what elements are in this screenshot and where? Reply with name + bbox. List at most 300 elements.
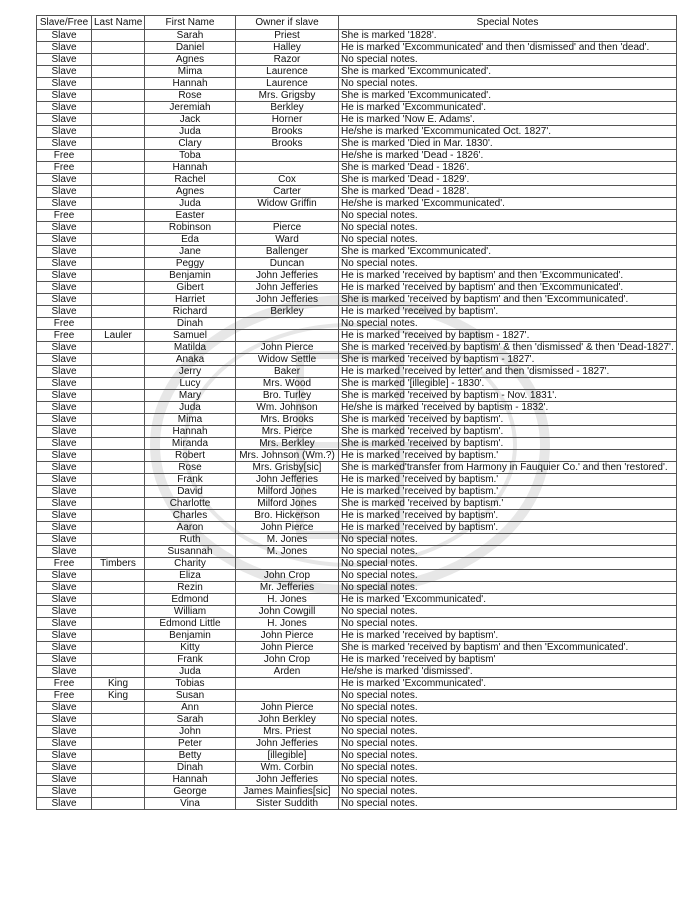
cell-status: Slave	[37, 594, 92, 606]
cell-special-notes: He is marked 'Excommunicated'.	[339, 102, 677, 114]
cell-owner: [illegible]	[236, 750, 339, 762]
cell-owner: John Jefferies	[236, 738, 339, 750]
cell-status: Slave	[37, 522, 92, 534]
cell-status: Slave	[37, 282, 92, 294]
table-row	[37, 246, 677, 258]
cell-last-name	[92, 258, 145, 270]
cell-owner: Wm. Johnson	[236, 402, 339, 414]
cell-status: Slave	[37, 666, 92, 678]
table-row	[37, 90, 677, 102]
cell-special-notes: He is marked 'received by letter' and then 'dismissed - 1827'.	[339, 366, 677, 378]
cell-owner: Halley	[236, 42, 339, 54]
header-last-name: Last Name	[92, 16, 145, 30]
cell-status: Slave	[37, 654, 92, 666]
cell-special-notes: No special notes.	[339, 318, 677, 330]
cell-last-name	[92, 198, 145, 210]
cell-first-name: Charity	[145, 558, 236, 570]
cell-last-name	[92, 186, 145, 198]
cell-last-name	[92, 666, 145, 678]
table-row	[37, 678, 677, 690]
table-row	[37, 138, 677, 150]
cell-status: Free	[37, 162, 92, 174]
cell-owner: Brooks	[236, 126, 339, 138]
cell-special-notes: She is marked 'Dead - 1828'.	[339, 186, 677, 198]
cell-special-notes: She is marked 'Excommunicated'.	[339, 246, 677, 258]
table-row	[37, 450, 677, 462]
cell-owner: John Pierce	[236, 702, 339, 714]
cell-status: Slave	[37, 378, 92, 390]
cell-status: Slave	[37, 366, 92, 378]
table-row	[37, 558, 677, 570]
cell-owner: John Pierce	[236, 342, 339, 354]
cell-first-name: Jerry	[145, 366, 236, 378]
cell-special-notes: He/she is marked 'Dead - 1826'.	[339, 150, 677, 162]
cell-last-name	[92, 174, 145, 186]
cell-status: Slave	[37, 114, 92, 126]
cell-owner: Wm. Corbin	[236, 762, 339, 774]
cell-first-name: Rezin	[145, 582, 236, 594]
cell-first-name: Vina	[145, 798, 236, 810]
cell-owner: Mrs. Pierce	[236, 426, 339, 438]
cell-owner: Arden	[236, 666, 339, 678]
cell-status: Free	[37, 330, 92, 342]
cell-special-notes: He is marked 'received by baptism' and then 'Excommunicated'.	[339, 282, 677, 294]
table-row	[37, 726, 677, 738]
cell-first-name: Sarah	[145, 30, 236, 42]
cell-last-name	[92, 150, 145, 162]
cell-status: Free	[37, 558, 92, 570]
cell-last-name	[92, 606, 145, 618]
cell-status: Slave	[37, 510, 92, 522]
cell-first-name: Rose	[145, 462, 236, 474]
table-row	[37, 774, 677, 786]
table-row	[37, 510, 677, 522]
cell-owner: Mrs. Grigsby	[236, 90, 339, 102]
cell-first-name: Hannah	[145, 78, 236, 90]
cell-status: Slave	[37, 246, 92, 258]
cell-owner: John Cowgill	[236, 606, 339, 618]
cell-owner: Mrs. Brooks	[236, 414, 339, 426]
cell-status: Slave	[37, 78, 92, 90]
cell-status: Slave	[37, 534, 92, 546]
table-row	[37, 582, 677, 594]
cell-first-name: Jane	[145, 246, 236, 258]
cell-special-notes: She is marked 'received by baptism'.	[339, 426, 677, 438]
cell-owner: James Mainfies[sic]	[236, 786, 339, 798]
cell-status: Slave	[37, 138, 92, 150]
cell-last-name	[92, 474, 145, 486]
cell-status: Slave	[37, 726, 92, 738]
cell-special-notes: He is marked 'received by baptism - 1827'.	[339, 330, 677, 342]
cell-owner: Mrs. Berkley	[236, 438, 339, 450]
cell-first-name: Kitty	[145, 642, 236, 654]
cell-owner	[236, 678, 339, 690]
cell-special-notes: He is marked 'Excommunicated' and then 'dismissed' and then 'dead'.	[339, 42, 677, 54]
cell-status: Slave	[37, 42, 92, 54]
cell-first-name: Robinson	[145, 222, 236, 234]
cell-first-name: Dinah	[145, 318, 236, 330]
cell-first-name: Benjamin	[145, 270, 236, 282]
cell-owner: Bro. Turley	[236, 390, 339, 402]
cell-status: Slave	[37, 426, 92, 438]
cell-status: Slave	[37, 450, 92, 462]
cell-last-name	[92, 546, 145, 558]
cell-special-notes: He is marked 'received by baptism'.	[339, 306, 677, 318]
table-row	[37, 474, 677, 486]
cell-status: Slave	[37, 474, 92, 486]
cell-special-notes: He/she is marked 'dismissed'.	[339, 666, 677, 678]
cell-special-notes: She is marked 'received by baptism'.	[339, 414, 677, 426]
cell-owner: M. Jones	[236, 534, 339, 546]
table-row	[37, 654, 677, 666]
cell-first-name: Mima	[145, 414, 236, 426]
table-row	[37, 282, 677, 294]
cell-special-notes: She is marked 'received by baptism - 1827'.	[339, 354, 677, 366]
cell-owner: Ward	[236, 234, 339, 246]
table-row	[37, 222, 677, 234]
cell-first-name: Frank	[145, 654, 236, 666]
header-row	[37, 16, 677, 30]
cell-owner: Mrs. Johnson (Wm.?)	[236, 450, 339, 462]
cell-status: Slave	[37, 642, 92, 654]
cell-special-notes: She is marked 'Dead - 1826'.	[339, 162, 677, 174]
table-row	[37, 330, 677, 342]
cell-owner: John Jefferies	[236, 474, 339, 486]
cell-special-notes: She is marked '1828'.	[339, 30, 677, 42]
cell-last-name	[92, 618, 145, 630]
cell-last-name	[92, 798, 145, 810]
cell-special-notes: No special notes.	[339, 210, 677, 222]
cell-last-name	[92, 426, 145, 438]
cell-last-name	[92, 66, 145, 78]
cell-last-name	[92, 450, 145, 462]
table-row	[37, 498, 677, 510]
table-row	[37, 798, 677, 810]
cell-special-notes: She is marked 'received by baptism - Nov. 1831'.	[339, 390, 677, 402]
cell-last-name	[92, 162, 145, 174]
cell-first-name: Charles	[145, 510, 236, 522]
cell-owner: Mr. Jefferies	[236, 582, 339, 594]
cell-last-name	[92, 534, 145, 546]
cell-status: Slave	[37, 786, 92, 798]
cell-status: Slave	[37, 354, 92, 366]
cell-first-name: Anaka	[145, 354, 236, 366]
cell-first-name: David	[145, 486, 236, 498]
table-row	[37, 462, 677, 474]
cell-first-name: Juda	[145, 126, 236, 138]
cell-status: Slave	[37, 606, 92, 618]
cell-owner	[236, 318, 339, 330]
cell-owner: Horner	[236, 114, 339, 126]
cell-first-name: Clary	[145, 138, 236, 150]
table-row	[37, 114, 677, 126]
table-row	[37, 618, 677, 630]
cell-last-name	[92, 78, 145, 90]
cell-special-notes: He is marked 'received by baptism.'	[339, 486, 677, 498]
cell-status: Free	[37, 150, 92, 162]
cell-status: Slave	[37, 54, 92, 66]
cell-special-notes: She is marked 'received by baptism.'	[339, 498, 677, 510]
table-row	[37, 690, 677, 702]
cell-first-name: Hannah	[145, 774, 236, 786]
table-row	[37, 30, 677, 42]
table-row	[37, 606, 677, 618]
cell-status: Slave	[37, 462, 92, 474]
table-row	[37, 522, 677, 534]
cell-status: Slave	[37, 390, 92, 402]
cell-special-notes: No special notes.	[339, 702, 677, 714]
cell-status: Slave	[37, 774, 92, 786]
cell-status: Slave	[37, 498, 92, 510]
table-row	[37, 126, 677, 138]
cell-special-notes: He is marked 'received by baptism'.	[339, 522, 677, 534]
cell-owner: Carter	[236, 186, 339, 198]
cell-special-notes: No special notes.	[339, 738, 677, 750]
cell-first-name: Harriet	[145, 294, 236, 306]
cell-last-name	[92, 738, 145, 750]
cell-special-notes: No special notes.	[339, 54, 677, 66]
cell-special-notes: She is marked '[illegible] - 1830'.	[339, 378, 677, 390]
cell-status: Slave	[37, 126, 92, 138]
cell-last-name	[92, 726, 145, 738]
cell-first-name: Agnes	[145, 54, 236, 66]
cell-owner	[236, 558, 339, 570]
cell-last-name	[92, 54, 145, 66]
cell-last-name: King	[92, 690, 145, 702]
cell-status: Slave	[37, 258, 92, 270]
table-row	[37, 294, 677, 306]
table-row	[37, 174, 677, 186]
cell-special-notes: No special notes.	[339, 534, 677, 546]
cell-last-name	[92, 90, 145, 102]
cell-status: Slave	[37, 738, 92, 750]
cell-status: Free	[37, 210, 92, 222]
cell-status: Free	[37, 318, 92, 330]
cell-first-name: Daniel	[145, 42, 236, 54]
cell-status: Slave	[37, 294, 92, 306]
cell-last-name	[92, 114, 145, 126]
table-row	[37, 546, 677, 558]
cell-last-name	[92, 354, 145, 366]
cell-owner: Mrs. Priest	[236, 726, 339, 738]
table-row	[37, 486, 677, 498]
table-row	[37, 54, 677, 66]
cell-owner: John Jefferies	[236, 270, 339, 282]
cell-first-name: Rachel	[145, 174, 236, 186]
cell-status: Slave	[37, 198, 92, 210]
cell-first-name: Benjamin	[145, 630, 236, 642]
cell-status: Slave	[37, 90, 92, 102]
cell-first-name: Hannah	[145, 426, 236, 438]
table-row	[37, 786, 677, 798]
cell-owner: Priest	[236, 30, 339, 42]
cell-first-name: Juda	[145, 666, 236, 678]
cell-owner: H. Jones	[236, 594, 339, 606]
cell-last-name	[92, 786, 145, 798]
cell-first-name: Gibert	[145, 282, 236, 294]
table-row	[37, 378, 677, 390]
cell-first-name: Rose	[145, 90, 236, 102]
cell-owner: M. Jones	[236, 546, 339, 558]
cell-last-name	[92, 438, 145, 450]
cell-last-name: King	[92, 678, 145, 690]
cell-last-name	[92, 462, 145, 474]
cell-last-name	[92, 282, 145, 294]
cell-last-name	[92, 306, 145, 318]
cell-special-notes: She is marked 'Excommunicated'.	[339, 66, 677, 78]
table-row	[37, 210, 677, 222]
table-row	[37, 414, 677, 426]
cell-status: Slave	[37, 186, 92, 198]
cell-owner: Mrs. Grisby[sic]	[236, 462, 339, 474]
cell-first-name: Eda	[145, 234, 236, 246]
cell-owner: John Pierce	[236, 630, 339, 642]
cell-last-name	[92, 390, 145, 402]
cell-first-name: Susan	[145, 690, 236, 702]
cell-special-notes: No special notes.	[339, 546, 677, 558]
cell-last-name	[92, 654, 145, 666]
cell-last-name	[92, 414, 145, 426]
table-row	[37, 642, 677, 654]
cell-special-notes: He is marked 'received by baptism'.	[339, 630, 677, 642]
table-row	[37, 366, 677, 378]
cell-first-name: William	[145, 606, 236, 618]
cell-first-name: Mima	[145, 66, 236, 78]
cell-status: Slave	[37, 438, 92, 450]
table-row	[37, 702, 677, 714]
cell-special-notes: No special notes.	[339, 78, 677, 90]
cell-status: Free	[37, 690, 92, 702]
table-row	[37, 570, 677, 582]
cell-first-name: Aaron	[145, 522, 236, 534]
cell-last-name	[92, 642, 145, 654]
cell-owner: Berkley	[236, 102, 339, 114]
cell-last-name	[92, 318, 145, 330]
cell-last-name	[92, 594, 145, 606]
cell-last-name	[92, 234, 145, 246]
cell-first-name: Peggy	[145, 258, 236, 270]
cell-special-notes: He is marked 'received by baptism.'	[339, 474, 677, 486]
cell-status: Slave	[37, 702, 92, 714]
cell-first-name: Easter	[145, 210, 236, 222]
cell-first-name: Lucy	[145, 378, 236, 390]
cell-owner: John Crop	[236, 570, 339, 582]
cell-special-notes: He is marked 'received by baptism' and then 'Excommunicated'.	[339, 270, 677, 282]
cell-last-name	[92, 762, 145, 774]
cell-last-name	[92, 366, 145, 378]
header-special-notes: Special Notes	[339, 16, 677, 30]
cell-special-notes: No special notes.	[339, 618, 677, 630]
cell-first-name: Betty	[145, 750, 236, 762]
cell-owner: John Pierce	[236, 522, 339, 534]
cell-last-name	[92, 510, 145, 522]
table-row	[37, 666, 677, 678]
table-row	[37, 594, 677, 606]
cell-first-name: Samuel	[145, 330, 236, 342]
table-row	[37, 150, 677, 162]
cell-last-name	[92, 126, 145, 138]
table-row	[37, 534, 677, 546]
cell-special-notes: No special notes.	[339, 786, 677, 798]
cell-first-name: Agnes	[145, 186, 236, 198]
header-status: Slave/Free	[37, 16, 92, 30]
cell-last-name	[92, 138, 145, 150]
cell-owner: Baker	[236, 366, 339, 378]
cell-special-notes: She is marked 'received by baptism'.	[339, 438, 677, 450]
cell-last-name	[92, 570, 145, 582]
cell-status: Slave	[37, 222, 92, 234]
cell-special-notes: She is marked 'Excommunicated'.	[339, 90, 677, 102]
cell-first-name: John	[145, 726, 236, 738]
cell-special-notes: No special notes.	[339, 798, 677, 810]
cell-special-notes: No special notes.	[339, 606, 677, 618]
cell-special-notes: She is marked 'received by baptism' and then 'Excommunicated'.	[339, 642, 677, 654]
cell-owner: Laurence	[236, 66, 339, 78]
cell-owner: Cox	[236, 174, 339, 186]
cell-special-notes: No special notes.	[339, 558, 677, 570]
cell-owner	[236, 150, 339, 162]
cell-first-name: Matilda	[145, 342, 236, 354]
cell-last-name: Lauler	[92, 330, 145, 342]
cell-special-notes: He/she is marked 'received by baptism - 1832'.	[339, 402, 677, 414]
cell-owner: Widow Settle	[236, 354, 339, 366]
table-row	[37, 42, 677, 54]
table-row	[37, 390, 677, 402]
cell-status: Slave	[37, 234, 92, 246]
cell-special-notes: No special notes.	[339, 714, 677, 726]
cell-owner: Sister Suddith	[236, 798, 339, 810]
table-row	[37, 354, 677, 366]
cell-owner: Brooks	[236, 138, 339, 150]
cell-last-name	[92, 402, 145, 414]
cell-status: Slave	[37, 546, 92, 558]
table-row	[37, 438, 677, 450]
cell-last-name	[92, 210, 145, 222]
cell-owner: Bro. Hickerson	[236, 510, 339, 522]
cell-special-notes: He is marked 'received by baptism'	[339, 654, 677, 666]
table-row	[37, 234, 677, 246]
cell-status: Slave	[37, 714, 92, 726]
table-row	[37, 750, 677, 762]
cell-last-name	[92, 102, 145, 114]
cell-status: Free	[37, 678, 92, 690]
cell-first-name: Juda	[145, 402, 236, 414]
cell-special-notes: She is marked 'received by baptism' and then 'Excommunicated'.	[339, 294, 677, 306]
cell-last-name	[92, 30, 145, 42]
cell-owner: John Jefferies	[236, 294, 339, 306]
cell-last-name	[92, 774, 145, 786]
cell-first-name: Eliza	[145, 570, 236, 582]
cell-owner: John Jefferies	[236, 774, 339, 786]
cell-special-notes: No special notes.	[339, 582, 677, 594]
table-row	[37, 426, 677, 438]
cell-first-name: Susannah	[145, 546, 236, 558]
cell-status: Slave	[37, 414, 92, 426]
cell-status: Slave	[37, 30, 92, 42]
cell-last-name	[92, 222, 145, 234]
cell-last-name	[92, 294, 145, 306]
table-row	[37, 198, 677, 210]
cell-status: Slave	[37, 66, 92, 78]
cell-last-name	[92, 582, 145, 594]
cell-special-notes: No special notes.	[339, 750, 677, 762]
table-row	[37, 714, 677, 726]
cell-owner	[236, 162, 339, 174]
cell-owner: Duncan	[236, 258, 339, 270]
records-table	[36, 15, 677, 810]
cell-owner: John Pierce	[236, 642, 339, 654]
table-row	[37, 186, 677, 198]
